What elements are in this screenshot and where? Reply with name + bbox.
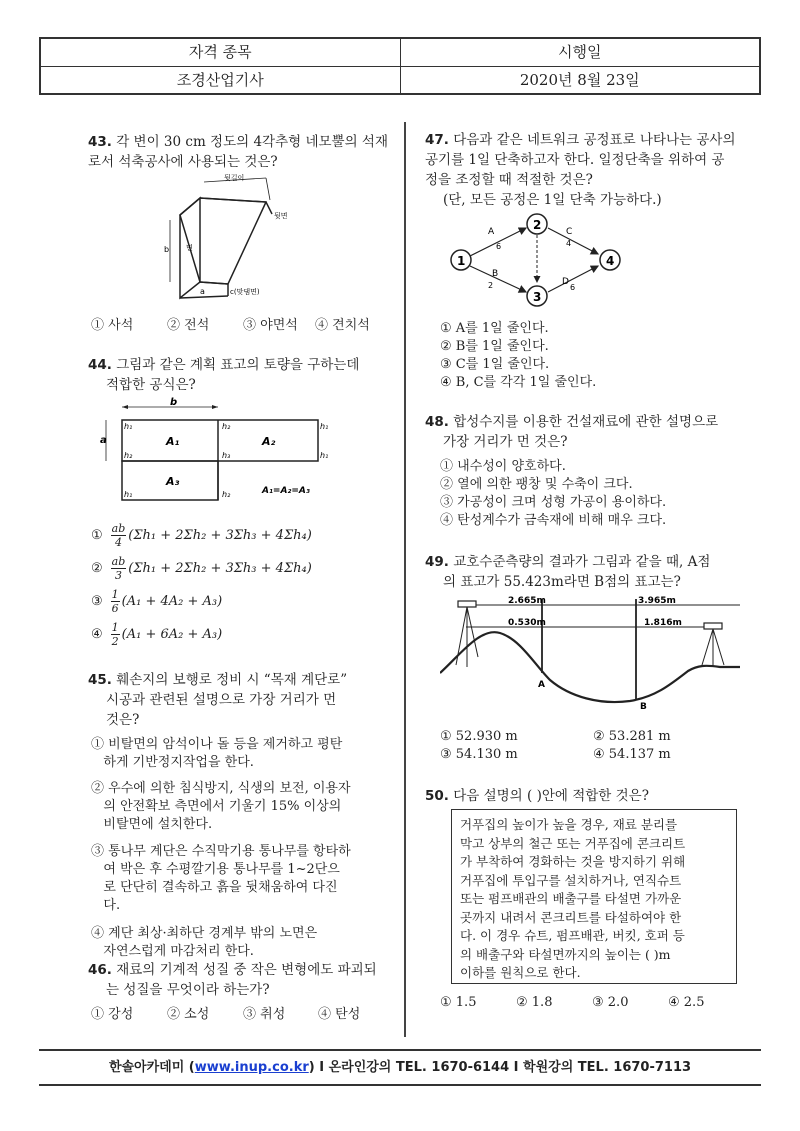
option-line: ③ 통나무 계단은 수직막기용 통나무를 항타하: [91, 844, 351, 859]
question-note: (단, 모든 공정은 1일 단축 가능하다.): [443, 192, 662, 208]
fraction-numerator: ab: [111, 522, 126, 535]
question-number: 46.: [88, 962, 112, 978]
question-number: 45.: [88, 672, 112, 688]
reading-a-bottom: 0.530m: [508, 618, 546, 628]
q49-option-1[interactable]: ① 52.930 m: [440, 729, 518, 744]
reading-a-top: 2.665m: [508, 596, 546, 606]
question-text-line2: 적합한 공식은?: [106, 377, 196, 393]
fraction-numerator: ab: [111, 555, 126, 568]
subject-value: 조경산업기사: [176, 71, 264, 89]
fig-label-length: 뒷길이: [224, 174, 245, 182]
passage-line: 이하를 원칙으로 한다.: [460, 965, 581, 980]
label-A1: A₁: [166, 435, 180, 448]
fig-label-face: 면: [186, 244, 193, 252]
fraction-numerator: 1: [111, 588, 119, 601]
q45-option-3[interactable]: [91, 843, 391, 915]
edge-b-label: B: [492, 269, 499, 279]
label-A3: A₃: [166, 475, 180, 488]
passage-line: 또는 펌프배관의 배출구를 타설면 가까운: [460, 891, 682, 906]
q50-option-1[interactable]: ① 1.5: [440, 995, 477, 1010]
q49-option-2[interactable]: ② 53.281 m: [593, 729, 671, 744]
q46-option-3[interactable]: ③ 취성: [243, 1007, 286, 1022]
q45-option-4[interactable]: [91, 925, 391, 961]
question-number: 44.: [88, 357, 112, 373]
point-b: B: [640, 702, 647, 710]
label-h1-a: h₁: [124, 422, 133, 431]
passage-line: 의 배출구와 타설면까지의 높이는 ( )m: [460, 946, 671, 962]
question-text-line2: 가장 거리가 먼 것은?: [443, 434, 568, 450]
question-46: [88, 960, 388, 1000]
question-text: 다음 설명의 ( )안에 적합한 것은?: [453, 788, 649, 804]
dim-a: a: [100, 435, 107, 446]
q50-option-3[interactable]: ③ 2.0: [592, 995, 629, 1010]
edge-a-label: A: [488, 227, 495, 237]
network-diagram: [440, 212, 640, 307]
option-line: ④ 계단 최상·최하단 경계부 밖의 노면은: [91, 926, 318, 941]
question-text-line2: 는 성질을 무엇이라 하는가?: [106, 982, 270, 998]
option-line: 여 박은 후 수평깔기용 통나무를 1~2단으: [91, 862, 340, 877]
q48-option-3[interactable]: ③ 가공성이 크며 성형 가공이 용이하다.: [440, 495, 667, 510]
fig-label-c: c(맞댐면): [230, 288, 260, 296]
question-number: 48.: [425, 414, 449, 430]
node-2: 2: [533, 218, 542, 232]
q47-option-3[interactable]: ③ C를 1일 줄인다.: [440, 357, 550, 372]
date-value: 2020년 8월 23일: [400, 67, 760, 94]
q43-option-2[interactable]: ② 전석: [167, 318, 210, 333]
q43-option-4[interactable]: ④ 견치석: [315, 318, 370, 333]
question-number: 49.: [425, 554, 449, 570]
label-h1-c: h₁: [320, 451, 329, 460]
option-mark: ②: [91, 560, 103, 576]
question-49: [425, 552, 737, 592]
node-3: 3: [533, 290, 542, 304]
formula-rest: (A₁ + 6A₂ + A₃): [121, 626, 223, 642]
reading-b-bottom: 1.816m: [644, 618, 682, 628]
option-line: 로 단단히 결속하고 흙을 뒷채움하여 다진: [91, 880, 338, 895]
q47-option-2[interactable]: ② B를 1일 줄인다.: [440, 339, 549, 354]
edge-c-label: C: [566, 227, 573, 237]
question-text-line1: 합성수지를 이용한 건설재료에 관한 설명으로: [453, 414, 719, 430]
question-text-line1: 교호수준측량의 결과가 그림과 같을 때, A점: [453, 554, 711, 570]
option-line: ① 비탈면의 암석이나 돌 등을 제거하고 평탄: [91, 737, 343, 752]
q44-option-1[interactable]: [91, 522, 312, 549]
option-line: 자연스럽게 마감처리 한다.: [91, 944, 254, 959]
label-h1-b: h₁: [320, 422, 329, 431]
q45-option-2[interactable]: [91, 780, 391, 834]
label-h3: h₃: [222, 451, 231, 460]
option-mark: ①: [91, 527, 103, 543]
q43-option-1[interactable]: ① 사석: [91, 318, 134, 333]
passage-line: 거푸집에 투입구를 설치하거나, 연직슈트: [460, 872, 682, 888]
question-text-line1: 재료의 기계적 성질 중 작은 변형에도 파괴되: [116, 962, 377, 978]
question-47: [425, 130, 737, 210]
edge-a-duration: 6: [496, 242, 502, 251]
label-h1-d: h₁: [124, 490, 133, 499]
footer-academy: 한솔아카데미 (: [108, 1060, 195, 1075]
question-text: 각 변이 30 cm 정도의 4각추형 네모뿔의 석재로서 석축공사에 사용되는 것은?: [88, 134, 389, 170]
q47-option-4[interactable]: ④ B, C를 각각 1일 줄인다.: [440, 375, 597, 390]
edge-c-duration: 4: [566, 239, 572, 248]
q44-option-3[interactable]: [91, 588, 222, 615]
option-line: 다.: [91, 898, 121, 913]
question-50: [425, 786, 737, 806]
q50-option-2[interactable]: ② 1.8: [516, 995, 553, 1010]
formula-rest: (A₁ + 4A₂ + A₃): [121, 593, 223, 609]
q46-option-1[interactable]: ① 강성: [91, 1007, 134, 1022]
subject-label: 자격 종목: [188, 43, 252, 61]
question-text-line1: 훼손지의 보행로 정비 시 “목재 계단로”: [116, 672, 348, 688]
option-mark: ③: [91, 593, 103, 609]
date-label: 시행일: [400, 39, 760, 66]
passage-line: 가 부착하여 경화하는 것을 방지하기 위해: [460, 854, 686, 869]
formula-rest: (Σh₁ + 2Σh₂ + 3Σh₃ + 4Σh₄): [128, 560, 312, 576]
option-line: 비탈면에 설치한다.: [91, 817, 213, 832]
passage-line: 곳까지 내려서 콘크리트를 타설하여야 한: [460, 909, 682, 925]
q47-option-1[interactable]: ① A를 1일 줄인다.: [440, 321, 549, 336]
node-1: 1: [457, 254, 466, 268]
node-4: 4: [606, 254, 615, 268]
question-44: [88, 355, 388, 395]
fraction-denominator: 3: [114, 569, 122, 582]
q50-passage-box: [451, 809, 737, 984]
question-43: [88, 132, 388, 172]
option-line: ② 우수에 의한 침식방지, 식생의 보전, 이용자: [91, 781, 351, 796]
q48-option-1[interactable]: ① 내수성이 양호하다.: [440, 459, 566, 474]
fraction: [111, 555, 127, 582]
stone-figure: [160, 170, 300, 302]
question-number: 47.: [425, 132, 449, 148]
question-text-line2: 시공과 관련된 설명으로 가장 거리가 먼: [106, 692, 337, 708]
question-text-line1: 그림과 같은 계획 표고의 토량을 구하는데: [116, 357, 360, 373]
question-number: 50.: [425, 788, 449, 804]
question-text: 다음과 같은 네트워크 공정표로 나타나는 공사의 공기를 1일 단축하고자 한다. 일정단축을 위하여 공정을 조정할 때 적절한 것은?: [425, 132, 736, 188]
q44-option-4[interactable]: [91, 621, 222, 648]
edge-d-duration: 6: [570, 283, 576, 292]
fig-label-b: b: [164, 245, 170, 254]
passage-line: 막고 상부의 철근 또는 거푸집에 콘크리트: [460, 835, 686, 851]
option-line: 하게 기반정지작업을 한다.: [91, 755, 254, 770]
fraction: [111, 621, 120, 648]
q44-option-2[interactable]: [91, 555, 312, 582]
fraction: [111, 588, 120, 615]
fraction-denominator: 2: [111, 635, 119, 648]
fraction-numerator: 1: [111, 621, 119, 634]
question-text-line2: 의 표고가 55.423m라면 B점의 표고는?: [443, 574, 681, 590]
q45-option-1[interactable]: [91, 736, 391, 772]
footer-link[interactable]: www.inup.co.kr: [194, 1060, 309, 1075]
grid-figure: [98, 395, 338, 507]
reading-b-top: 3.965m: [638, 596, 676, 606]
column-divider: [404, 122, 406, 1037]
leveling-figure: [440, 595, 740, 710]
formula-rest: (Σh₁ + 2Σh₂ + 3Σh₃ + 4Σh₄): [128, 527, 312, 543]
label-h2-c: h₂: [222, 490, 231, 499]
exam-header-table: [39, 37, 761, 95]
fraction: [111, 522, 127, 549]
edge-d-label: D: [562, 277, 569, 287]
q49-option-4[interactable]: ④ 54.137 m: [593, 747, 671, 762]
fig-label-back: 뒷면: [274, 212, 288, 220]
label-A2: A₂: [262, 435, 276, 448]
question-48: [425, 412, 737, 452]
option-mark: ④: [91, 626, 103, 642]
passage-line: 다. 이 경우 슈트, 펌프배관, 버킷, 호퍼 등: [460, 928, 685, 943]
q43-option-3[interactable]: ③ 야면석: [243, 318, 298, 333]
q50-option-4[interactable]: ④ 2.5: [668, 995, 705, 1010]
label-h2-b: h₂: [124, 451, 133, 460]
footer-contact: ) I 온라인강의 TEL. 1670-6144 I 학원강의 TEL. 1670-7113: [308, 1060, 692, 1075]
q48-option-4[interactable]: ④ 탄성계수가 금속재에 비해 매우 크다.: [440, 513, 667, 528]
footer-bar: [39, 1049, 761, 1086]
q49-option-3[interactable]: ③ 54.130 m: [440, 747, 518, 762]
fig-label-a: a: [200, 287, 205, 296]
fraction-denominator: 4: [114, 536, 122, 549]
option-line: 의 안전확보 측면에서 기울기 15% 이상의: [91, 799, 342, 814]
dim-b: b: [170, 397, 178, 408]
edge-b-duration: 2: [488, 281, 494, 290]
question-number: 43.: [88, 134, 112, 150]
q46-option-4[interactable]: ④ 탄성: [318, 1007, 361, 1022]
point-a: A: [538, 680, 545, 690]
passage-line: 거푸집의 높이가 높을 경우, 재료 분리를: [460, 817, 678, 832]
label-equal-areas: A₁=A₂=A₃: [262, 486, 310, 496]
label-h2-a: h₂: [222, 422, 231, 431]
fraction-denominator: 6: [111, 602, 119, 615]
q48-option-2[interactable]: ② 열에 의한 팽창 및 수축이 크다.: [440, 477, 633, 492]
question-45: [88, 670, 388, 730]
question-text-line3: 것은?: [106, 712, 140, 728]
q46-option-2[interactable]: ② 소성: [167, 1007, 210, 1022]
